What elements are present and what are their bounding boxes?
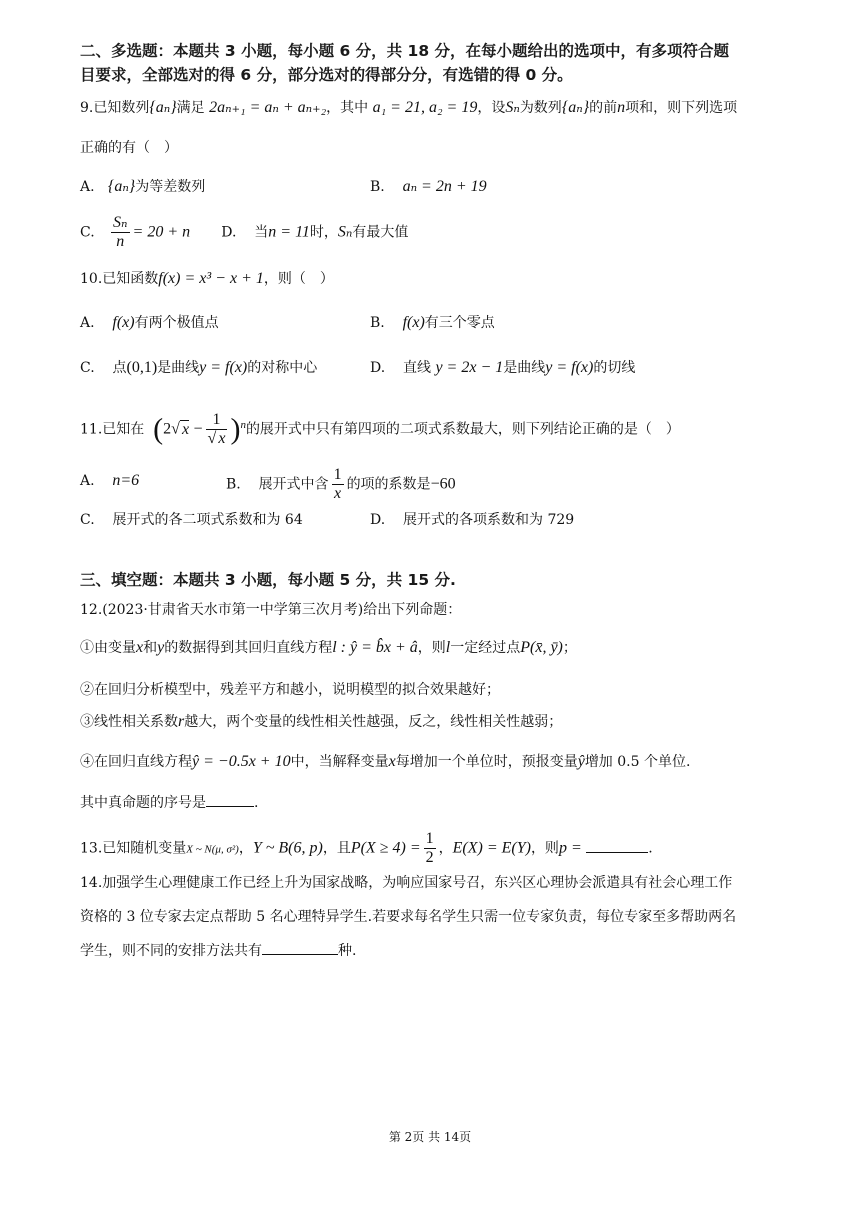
q10-option-c-m1: (0,1) <box>126 359 158 376</box>
q11-option-d-text: 展开式的各项系数和为 729 <box>403 512 575 528</box>
q10-option-d <box>370 357 635 379</box>
q12-s1-t4: ，则 <box>417 640 446 656</box>
q12-answer-blank[interactable] <box>206 792 254 807</box>
q13-fraction <box>424 830 436 867</box>
q12-s1-t2: 和 <box>143 640 158 656</box>
q10-option-b-text: 有三个零点 <box>424 315 495 331</box>
q9-stem-line2: 正确的有（ ） <box>80 140 178 156</box>
q9-option-a-text: 为等差数列 <box>135 179 206 195</box>
q11-expr-fraction <box>206 411 228 448</box>
q12-ask-end: . <box>254 795 259 811</box>
q12-ask-text: 其中真命题的序号是 <box>80 795 206 811</box>
q11-option-c <box>80 509 303 531</box>
q10-option-c-t2: 是曲线 <box>157 360 200 376</box>
q9-option-d-label: D. <box>221 224 237 241</box>
section3-heading: 三、填空题：本题共 3 小题，每小题 5 分，共 15 分. <box>80 571 456 589</box>
q9-prefix: 9.已知数列 <box>80 100 150 116</box>
q10-option-b <box>370 312 495 334</box>
q9-sn: Sₙ <box>505 99 520 116</box>
q12-statement-2: ②在回归分析模型中，残差平方和越小，说明模型的拟合效果越好； <box>80 682 500 698</box>
q9-seq: {aₙ} <box>149 99 177 116</box>
q10-option-a-text: 有两个极值点 <box>134 315 219 331</box>
q12-s4-t1: ④在回归直线方程 <box>80 754 192 770</box>
q14-line2: 资格的 3 位专家去定点帮助 5 名心理特异学生.若要求每名学生只需一位专家负责，每位专家至多帮助两名 <box>80 909 737 925</box>
q10-prefix: 10.已知函数 <box>80 271 159 287</box>
q10-option-d-label: D. <box>370 360 386 376</box>
q9-option-a-math: {aₙ} <box>107 178 136 195</box>
q11-option-c-label: C. <box>80 512 95 528</box>
q9-stem <box>80 97 737 119</box>
q14-line3-t1: 学生，则不同的安排方法共有 <box>80 943 262 959</box>
q9-t4: 为数列 <box>519 100 562 116</box>
q13-m4: E(X) = E(Y) <box>452 839 531 857</box>
q13-t1: ， <box>238 840 253 857</box>
q13-m5: p = <box>558 839 582 857</box>
q9-t3: ，设 <box>477 100 506 116</box>
q11-option-b-val: −60 <box>430 475 456 493</box>
q12-s3-t1: ③线性相关系数 <box>80 714 178 730</box>
q12-s1-y: y <box>157 639 165 656</box>
q9-option-c-num: Sₙ <box>113 214 128 231</box>
q9-eq1: 2aₙ₊₁ = aₙ + aₙ₊₂ <box>209 99 327 116</box>
q10-option-d-m1: y = 2x − 1 <box>435 359 504 376</box>
q11-option-c-text: 展开式的各二项式系数和为 64 <box>112 512 303 528</box>
q14-line1: 14.加强学生心理健康工作已经上升为国家战略，为响应国家号召，东兴区心理协会派遣具有社会心理工作 <box>80 875 733 891</box>
sqrt-icon: √ <box>171 420 180 438</box>
q10-option-b-math: f(x) <box>402 314 425 331</box>
q11-expr-exponent: n <box>240 419 246 431</box>
q12-s3-r: r <box>178 713 185 730</box>
q13-m3: P(X ≥ 4) = <box>350 839 421 857</box>
section2-heading-line2: 目要求，全部选对的得 6 分，部分选对的得部分分，有选错的得 0 分。 <box>80 66 573 84</box>
section2-heading-line1: 二、多选题：本题共 3 小题，每小题 6 分，共 18 分，在每小题给出的选项中，有多项符合题 <box>80 42 730 60</box>
q11-suffix: 的展开式中只有第四项的二项式系数最大，则下列结论正确的是（ ） <box>245 421 680 438</box>
q11-expr-den-x: x <box>218 430 226 448</box>
q11-option-d-label: D. <box>370 512 386 528</box>
q9-options-cd <box>80 214 408 251</box>
q11-expr-coef: 2 <box>163 420 172 438</box>
q10-option-b-label: B. <box>370 315 385 331</box>
q12-statement-1 <box>80 637 577 659</box>
page-footer: 第 2页 共 14页 <box>388 1130 472 1144</box>
q10-option-d-t2: 是曲线 <box>503 360 546 376</box>
q9-t2: ，其中 <box>326 100 369 116</box>
q13-den: 2 <box>425 849 434 866</box>
q9-seq-2: {aₙ} <box>561 99 590 116</box>
q9-option-c-den: n <box>116 233 125 250</box>
q11-option-b-den: x <box>334 485 342 502</box>
q10-option-d-t1: 直线 <box>403 360 431 376</box>
q10-option-a-label: A. <box>80 315 95 331</box>
q10-option-d-m2: y = f(x) <box>545 359 594 376</box>
q9-n: n <box>617 99 626 116</box>
q10-option-c <box>80 357 317 379</box>
q13-answer-blank[interactable] <box>586 838 648 853</box>
q13-t3: ， <box>438 840 453 857</box>
q13-t4: ，则 <box>530 840 559 857</box>
q11-option-b-num: 1 <box>333 466 342 483</box>
q12-ask <box>80 792 258 814</box>
q12-s4-x: x <box>388 753 396 770</box>
q9-option-c-rest: = 20 + n <box>132 223 191 241</box>
q9-eq2: a₁ = 21, a₂ = 19 <box>372 99 478 116</box>
q11-option-b-fraction <box>332 466 344 503</box>
q13-prefix: 13.已知随机变量 <box>80 840 187 857</box>
q11-expr-open: ( <box>153 412 164 446</box>
q13-stem <box>80 830 653 867</box>
q12-s1-t3: 的数据得到其回归直线方程 <box>164 640 333 656</box>
q13-m1: X ~ N(μ, σ²) <box>186 843 239 856</box>
q10-option-c-m2: y = f(x) <box>199 359 248 376</box>
q10-option-a-math: f(x) <box>112 314 135 331</box>
sqrt-icon: √ <box>207 430 217 448</box>
q12-statement-4 <box>80 751 690 773</box>
q9-option-b-label: B. <box>370 179 385 195</box>
q12-s1-eq: l : ŷ = b̂x + â <box>332 639 418 656</box>
q11-prefix: 11.已知在 <box>80 421 145 438</box>
q11-option-d <box>370 509 574 531</box>
q10-option-c-t3: 的对称中心 <box>247 360 318 376</box>
q14-line3 <box>80 940 356 962</box>
q9-option-d-math: n = 11 <box>268 223 310 241</box>
q11-expr-x: x <box>181 420 190 438</box>
q11-stem <box>80 406 680 449</box>
q9-option-d-t3: 有最大值 <box>352 224 409 241</box>
q12-s1-t5: 一定经过点 <box>450 640 521 656</box>
q12-s3-t2: 越大，两个变量的线性相关性越强，反之，线性相关性越弱； <box>184 714 563 730</box>
q13-m2: Y ~ B(6, p) <box>252 839 323 857</box>
q12-s1-l: l <box>445 639 451 656</box>
q9-t1: 满足 <box>176 100 205 116</box>
q11-option-b-label: B. <box>226 476 241 493</box>
q12-s4-t4: 增加 0.5 个单位. <box>584 754 691 770</box>
q10-option-c-t1: 点 <box>112 360 127 376</box>
q12-s1-t6: ； <box>562 640 577 656</box>
q11-expr-num: 1 <box>206 411 228 430</box>
q11-expr-close: ) <box>230 412 241 446</box>
q9-option-b-math: aₙ = 2n + 19 <box>402 178 487 195</box>
q11-expr-minus: − <box>193 420 203 438</box>
q13-end: . <box>648 840 653 857</box>
q9-option-c-label: C. <box>80 224 95 241</box>
q11-options-ab <box>80 466 139 496</box>
q10-func: f(x) = x³ − x + 1 <box>158 270 264 287</box>
q9-option-d-t1: 当 <box>254 224 269 241</box>
q9-option-c-fraction <box>111 214 129 251</box>
q9-option-a-label: A. <box>80 179 95 195</box>
q9-option-d-sn: Sₙ <box>337 223 353 241</box>
q10-option-a <box>80 312 219 334</box>
q11-option-b <box>226 466 456 503</box>
q12-s1-t1: ①由变量 <box>80 640 136 656</box>
q12-s4-t2: 中，当解释变量 <box>290 754 389 770</box>
q9-t6: 项和，则下列选项 <box>625 100 738 116</box>
q11-option-a-label: A. <box>80 473 95 489</box>
q12-statement-3 <box>80 711 562 733</box>
q9-option-b <box>370 176 487 198</box>
q12-s1-x: x <box>136 639 144 656</box>
q11-option-b-t2: 的项的系数是 <box>346 476 431 493</box>
q9-option-d-t2: 时， <box>309 224 338 241</box>
q10-option-d-t3: 的切线 <box>593 360 636 376</box>
q13-num: 1 <box>425 830 434 847</box>
q10-stem <box>80 268 334 290</box>
q10-option-c-label: C. <box>80 360 95 376</box>
q14-answer-blank[interactable] <box>262 940 338 955</box>
q10-suffix: ，则（ ） <box>263 271 334 287</box>
q11-option-a-text: n=6 <box>112 472 140 489</box>
q14-line3-t2: 种. <box>338 943 357 959</box>
q12-s4-t3: 每增加一个单位时，预报变量 <box>395 754 578 770</box>
q9-option-a <box>80 176 205 198</box>
q12-s4-y: ŷ <box>577 753 585 770</box>
q11-option-b-t1: 展开式中含 <box>258 476 329 493</box>
q12-s4-eq: ŷ = −0.5x + 10 <box>192 753 291 770</box>
q9-t5: 的前 <box>589 100 618 116</box>
q12-s1-point: P(x̄, ȳ) <box>520 639 563 656</box>
q13-t2: ，且 <box>322 840 351 857</box>
q12-prefix: 12.(2023·甘肃省天水市第一中学第三次月考)给出下列命题： <box>80 602 462 618</box>
